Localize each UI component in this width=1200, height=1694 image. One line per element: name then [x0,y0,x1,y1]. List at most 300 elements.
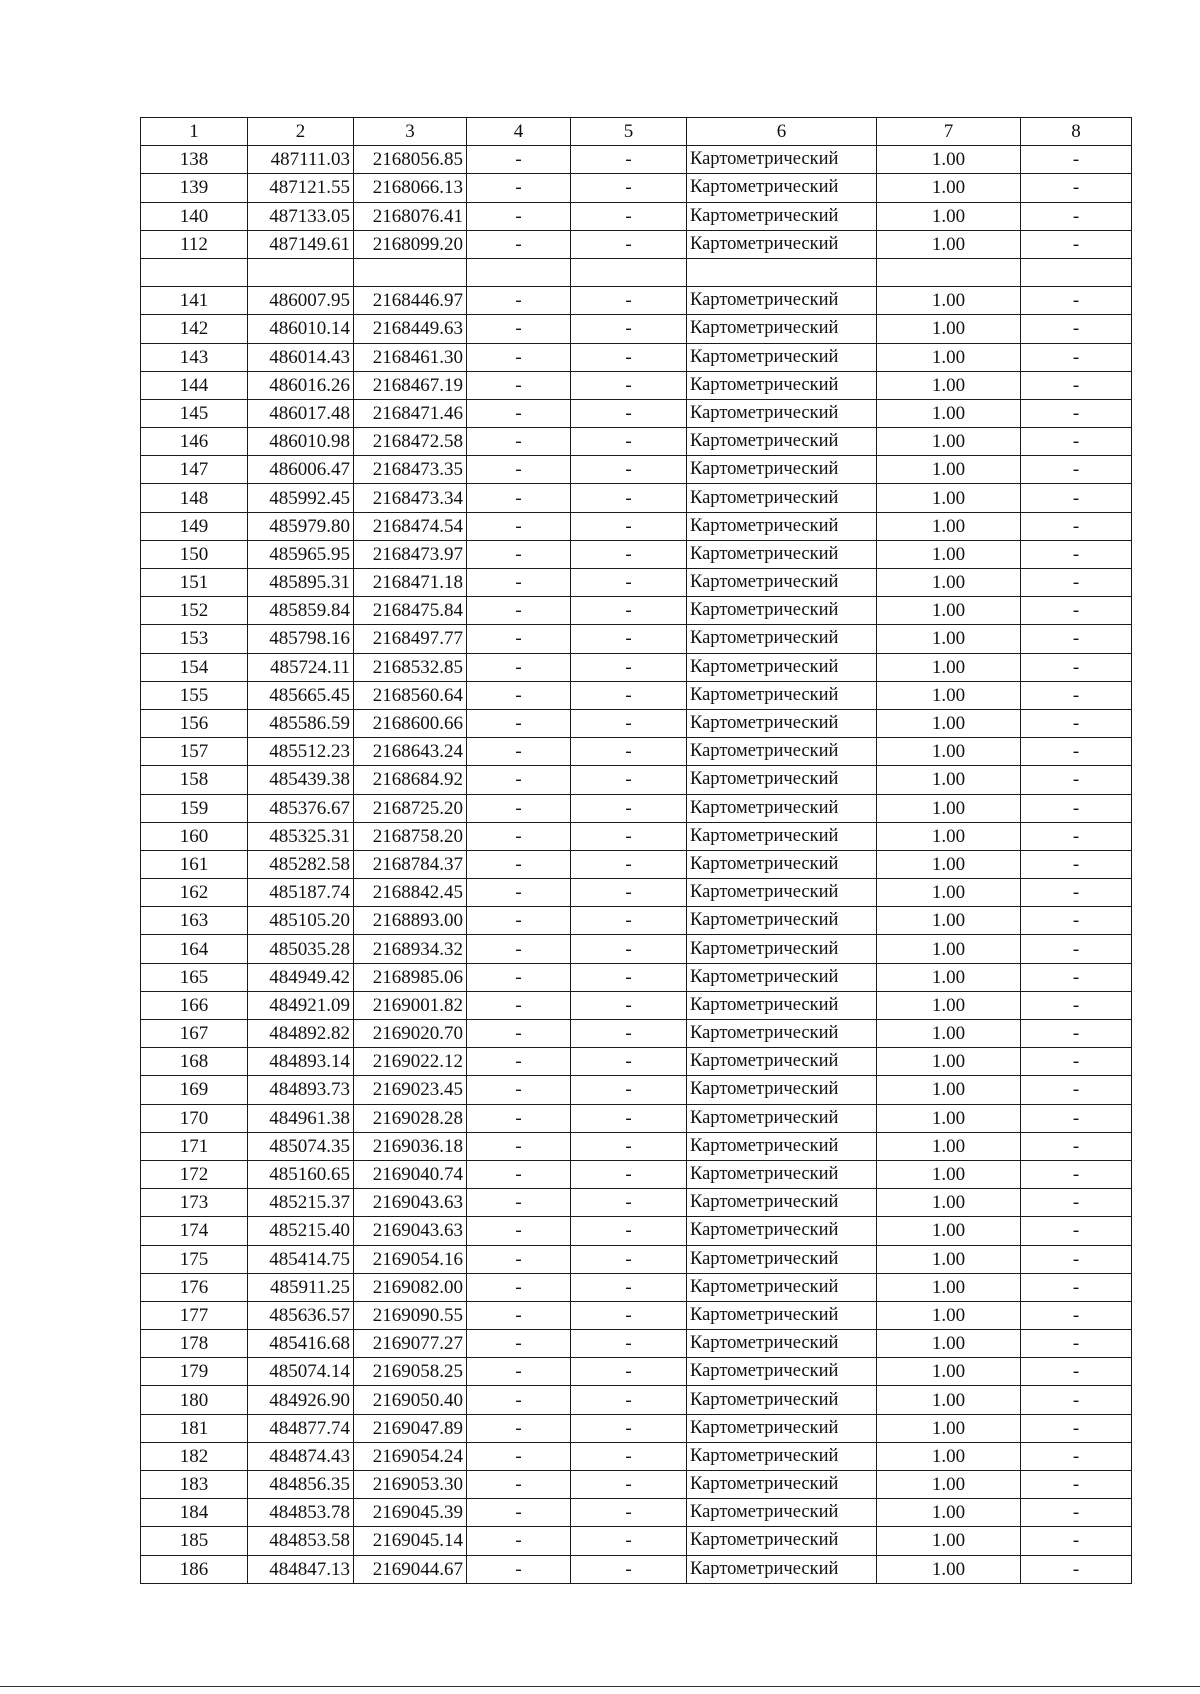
table-row [141,399,1132,427]
table-row [141,1358,1132,1386]
point-number-cell: 141 [141,287,248,315]
col4-cell: - [467,1527,571,1555]
method-cell: Картометрический [687,1160,877,1188]
table-row [141,230,1132,258]
method-cell: Картометрический [687,1499,877,1527]
accuracy-cell: 1.00 [877,1217,1021,1245]
col8-cell: - [1021,1160,1132,1188]
accuracy-cell: 1.00 [877,1132,1021,1160]
method-cell: Картометрический [687,1358,877,1386]
col4-cell: - [467,991,571,1019]
method-cell: Картометрический [687,1555,877,1583]
point-number-cell: 178 [141,1330,248,1358]
y-coordinate-cell: 2169090.55 [354,1301,467,1329]
point-number-cell: 164 [141,935,248,963]
col4-cell: - [467,1358,571,1386]
method-cell: Картометрический [687,1132,877,1160]
x-coordinate-cell: 487111.03 [248,146,354,174]
table-row [141,456,1132,484]
x-coordinate-cell: 484853.78 [248,1499,354,1527]
col8-cell: - [1021,879,1132,907]
point-number-cell: 166 [141,991,248,1019]
method-cell: Картометрический [687,540,877,568]
method-cell: Картометрический [687,1471,877,1499]
accuracy-cell: 1.00 [877,1414,1021,1442]
point-number-cell: 142 [141,315,248,343]
table-row [141,428,1132,456]
col5-cell: - [571,1048,687,1076]
col4-cell: - [467,202,571,230]
accuracy-cell: 1.00 [877,428,1021,456]
col5-cell: - [571,794,687,822]
method-cell: Картометрический [687,1189,877,1217]
accuracy-cell: 1.00 [877,907,1021,935]
point-number-cell: 139 [141,174,248,202]
x-coordinate-cell: 485325.31 [248,822,354,850]
y-coordinate-cell: 2168893.00 [354,907,467,935]
x-coordinate-cell: 485215.37 [248,1189,354,1217]
y-coordinate-cell: 2168472.58 [354,428,467,456]
col5-cell: - [571,653,687,681]
col5-cell: - [571,230,687,258]
y-coordinate-cell: 2168474.54 [354,512,467,540]
y-coordinate-cell: 2168076.41 [354,202,467,230]
col8-cell: - [1021,1076,1132,1104]
table-row [141,1301,1132,1329]
col5-cell: - [571,1414,687,1442]
table-row [141,1527,1132,1555]
accuracy-cell [877,258,1021,286]
column-header-1: 1 [141,118,248,146]
col8-cell: - [1021,315,1132,343]
y-coordinate-cell: 2169054.24 [354,1442,467,1470]
y-coordinate-cell: 2169045.14 [354,1527,467,1555]
col5-cell: - [571,540,687,568]
accuracy-cell: 1.00 [877,1499,1021,1527]
method-cell: Картометрический [687,287,877,315]
method-cell: Картометрический [687,1104,877,1132]
y-coordinate-cell: 2169043.63 [354,1217,467,1245]
y-coordinate-cell: 2169058.25 [354,1358,467,1386]
y-coordinate-cell: 2169054.16 [354,1245,467,1273]
x-coordinate-cell: 484853.58 [248,1527,354,1555]
accuracy-cell: 1.00 [877,512,1021,540]
col5-cell: - [571,1499,687,1527]
col5-cell: - [571,1330,687,1358]
accuracy-cell: 1.00 [877,1020,1021,1048]
table-row [141,794,1132,822]
column-header-5: 5 [571,118,687,146]
col4-cell: - [467,963,571,991]
accuracy-cell: 1.00 [877,1442,1021,1470]
point-number-cell: 173 [141,1189,248,1217]
col8-cell: - [1021,991,1132,1019]
table-row [141,766,1132,794]
col5-cell: - [571,343,687,371]
col8-cell: - [1021,1527,1132,1555]
x-coordinate-cell: 485512.23 [248,738,354,766]
table-row [141,202,1132,230]
method-cell: Картометрический [687,399,877,427]
point-number-cell: 154 [141,653,248,681]
y-coordinate-cell: 2168497.77 [354,625,467,653]
y-coordinate-cell: 2169020.70 [354,1020,467,1048]
x-coordinate-cell: 484874.43 [248,1442,354,1470]
col4-cell: - [467,1189,571,1217]
col8-cell: - [1021,371,1132,399]
col8-cell: - [1021,850,1132,878]
x-coordinate-cell: 485439.38 [248,766,354,794]
col5-cell: - [571,1189,687,1217]
y-coordinate-cell: 2168471.18 [354,569,467,597]
col5-cell: - [571,1020,687,1048]
point-number-cell: 152 [141,597,248,625]
column-header-4: 4 [467,118,571,146]
table-row [141,1555,1132,1583]
accuracy-cell: 1.00 [877,202,1021,230]
point-number-cell: 176 [141,1273,248,1301]
accuracy-cell: 1.00 [877,1471,1021,1499]
table-row [141,315,1132,343]
table-row [141,653,1132,681]
table-row [141,1020,1132,1048]
method-cell: Картометрический [687,1273,877,1301]
col4-cell: - [467,540,571,568]
table-row [141,569,1132,597]
accuracy-cell: 1.00 [877,850,1021,878]
col5-cell: - [571,1076,687,1104]
accuracy-cell: 1.00 [877,343,1021,371]
accuracy-cell: 1.00 [877,1273,1021,1301]
col5-cell: - [571,625,687,653]
col8-cell: - [1021,681,1132,709]
method-cell: Картометрический [687,174,877,202]
point-number-cell: 180 [141,1386,248,1414]
accuracy-cell: 1.00 [877,681,1021,709]
col8-cell: - [1021,174,1132,202]
col5-cell: - [571,1386,687,1414]
col8-cell: - [1021,1301,1132,1329]
y-coordinate-cell: 2168758.20 [354,822,467,850]
point-number-cell: 151 [141,569,248,597]
y-coordinate-cell: 2168934.32 [354,935,467,963]
col8-cell: - [1021,1386,1132,1414]
table-row [141,484,1132,512]
col4-cell: - [467,1386,571,1414]
x-coordinate-cell: 485187.74 [248,879,354,907]
x-coordinate-cell: 485798.16 [248,625,354,653]
table-row [141,1189,1132,1217]
method-cell: Картометрический [687,230,877,258]
x-coordinate-cell: 484847.13 [248,1555,354,1583]
y-coordinate-cell: 2168471.46 [354,399,467,427]
accuracy-cell: 1.00 [877,653,1021,681]
table-row [141,1104,1132,1132]
accuracy-cell: 1.00 [877,963,1021,991]
col8-cell: - [1021,484,1132,512]
method-cell: Картометрический [687,991,877,1019]
accuracy-cell: 1.00 [877,484,1021,512]
method-cell: Картометрический [687,512,877,540]
x-coordinate-cell: 484892.82 [248,1020,354,1048]
col5-cell: - [571,1104,687,1132]
method-cell: Картометрический [687,1245,877,1273]
method-cell: Картометрический [687,1330,877,1358]
point-number-cell: 157 [141,738,248,766]
accuracy-cell: 1.00 [877,146,1021,174]
col4-cell: - [467,625,571,653]
table-body [141,146,1132,1584]
table-row [141,597,1132,625]
y-coordinate-cell: 2169050.40 [354,1386,467,1414]
method-cell: Картометрический [687,1527,877,1555]
col5-cell: - [571,146,687,174]
col4-cell: - [467,287,571,315]
col5-cell: - [571,1301,687,1329]
point-number-cell: 112 [141,230,248,258]
x-coordinate-cell: 486010.98 [248,428,354,456]
y-coordinate-cell: 2168473.97 [354,540,467,568]
col4-cell: - [467,1132,571,1160]
table-row [141,1414,1132,1442]
method-cell: Картометрический [687,879,877,907]
col5-cell: - [571,569,687,597]
table-row [141,1048,1132,1076]
col4-cell: - [467,907,571,935]
col8-cell: - [1021,343,1132,371]
y-coordinate-cell: 2168066.13 [354,174,467,202]
y-coordinate-cell: 2168842.45 [354,879,467,907]
col8-cell: - [1021,1499,1132,1527]
y-coordinate-cell: 2168784.37 [354,850,467,878]
col8-cell: - [1021,230,1132,258]
col4-cell: - [467,174,571,202]
col4-cell: - [467,1048,571,1076]
col4-cell: - [467,343,571,371]
point-number-cell: 150 [141,540,248,568]
point-number-cell: 183 [141,1471,248,1499]
point-number-cell: 140 [141,202,248,230]
y-coordinate-cell: 2168467.19 [354,371,467,399]
accuracy-cell: 1.00 [877,315,1021,343]
col4-cell: - [467,315,571,343]
col4-cell: - [467,738,571,766]
y-coordinate-cell: 2168446.97 [354,287,467,315]
point-number-cell: 156 [141,709,248,737]
col4-cell: - [467,1442,571,1470]
y-coordinate-cell: 2168600.66 [354,709,467,737]
method-cell: Картометрический [687,766,877,794]
col8-cell: - [1021,822,1132,850]
method-cell: Картометрический [687,456,877,484]
col5-cell: - [571,399,687,427]
table-row [141,935,1132,963]
y-coordinate-cell: 2168099.20 [354,230,467,258]
x-coordinate-cell: 484921.09 [248,991,354,1019]
point-number-cell: 181 [141,1414,248,1442]
col4-cell: - [467,935,571,963]
col4-cell: - [467,1104,571,1132]
point-number-cell: 148 [141,484,248,512]
point-number-cell: 167 [141,1020,248,1048]
table-row [141,1217,1132,1245]
col5-cell: - [571,879,687,907]
point-number-cell: 160 [141,822,248,850]
col4-cell: - [467,653,571,681]
method-cell: Картометрический [687,1048,877,1076]
col8-cell: - [1021,935,1132,963]
x-coordinate-cell: 486007.95 [248,287,354,315]
table-row [141,146,1132,174]
accuracy-cell: 1.00 [877,822,1021,850]
method-cell: Картометрический [687,1301,877,1329]
point-number-cell: 171 [141,1132,248,1160]
point-number-cell: 174 [141,1217,248,1245]
col8-cell: - [1021,1189,1132,1217]
col5-cell: - [571,484,687,512]
x-coordinate-cell: 485859.84 [248,597,354,625]
table-row [141,1442,1132,1470]
col5-cell: - [571,1358,687,1386]
x-coordinate-cell: 484893.73 [248,1076,354,1104]
accuracy-cell: 1.00 [877,174,1021,202]
accuracy-cell: 1.00 [877,1386,1021,1414]
accuracy-cell: 1.00 [877,625,1021,653]
point-number-cell: 159 [141,794,248,822]
table-row [141,709,1132,737]
x-coordinate-cell: 485376.67 [248,794,354,822]
col8-cell: - [1021,1358,1132,1386]
accuracy-cell: 1.00 [877,1330,1021,1358]
y-coordinate-cell: 2169022.12 [354,1048,467,1076]
col5-cell: - [571,766,687,794]
point-number-cell: 155 [141,681,248,709]
method-cell: Картометрический [687,1076,877,1104]
method-cell: Картометрический [687,1020,877,1048]
col8-cell: - [1021,399,1132,427]
table-row [141,1076,1132,1104]
col4-cell: - [467,1499,571,1527]
accuracy-cell: 1.00 [877,287,1021,315]
y-coordinate-cell: 2169082.00 [354,1273,467,1301]
col4-cell: - [467,681,571,709]
accuracy-cell: 1.00 [877,597,1021,625]
table-row [141,1330,1132,1358]
table-row [141,850,1132,878]
accuracy-cell: 1.00 [877,738,1021,766]
y-coordinate-cell: 2168643.24 [354,738,467,766]
x-coordinate-cell: 487133.05 [248,202,354,230]
accuracy-cell: 1.00 [877,1245,1021,1273]
x-coordinate-cell: 485911.25 [248,1273,354,1301]
y-coordinate-cell: 2169044.67 [354,1555,467,1583]
method-cell: Картометрический [687,625,877,653]
y-coordinate-cell: 2168056.85 [354,146,467,174]
method-cell: Картометрический [687,794,877,822]
col5-cell: - [571,1527,687,1555]
col4-cell [467,258,571,286]
col4-cell: - [467,512,571,540]
x-coordinate-cell: 485074.35 [248,1132,354,1160]
y-coordinate-cell: 2169028.28 [354,1104,467,1132]
accuracy-cell: 1.00 [877,1301,1021,1329]
y-coordinate-cell: 2168473.34 [354,484,467,512]
accuracy-cell: 1.00 [877,1358,1021,1386]
y-coordinate-cell: 2169047.89 [354,1414,467,1442]
x-coordinate-cell: 487121.55 [248,174,354,202]
table-row [141,258,1132,286]
method-cell: Картометрический [687,681,877,709]
x-coordinate-cell: 486014.43 [248,343,354,371]
col4-cell: - [467,822,571,850]
x-coordinate-cell: 485035.28 [248,935,354,963]
col5-cell [571,258,687,286]
y-coordinate-cell: 2169036.18 [354,1132,467,1160]
col5-cell: - [571,1442,687,1470]
method-cell: Картометрический [687,907,877,935]
x-coordinate-cell: 485160.65 [248,1160,354,1188]
method-cell: Картометрический [687,822,877,850]
method-cell: Картометрический [687,963,877,991]
accuracy-cell: 1.00 [877,794,1021,822]
x-coordinate-cell: 484949.42 [248,963,354,991]
point-number-cell: 149 [141,512,248,540]
col8-cell: - [1021,963,1132,991]
x-coordinate-cell [248,258,354,286]
col8-cell: - [1021,1273,1132,1301]
col8-cell: - [1021,540,1132,568]
col5-cell: - [571,202,687,230]
method-cell: Картометрический [687,1442,877,1470]
point-number-cell: 153 [141,625,248,653]
y-coordinate-cell: 2168475.84 [354,597,467,625]
x-coordinate-cell: 484877.74 [248,1414,354,1442]
accuracy-cell: 1.00 [877,399,1021,427]
accuracy-cell: 1.00 [877,1048,1021,1076]
col5-cell: - [571,935,687,963]
accuracy-cell: 1.00 [877,879,1021,907]
accuracy-cell: 1.00 [877,1189,1021,1217]
table-row [141,343,1132,371]
y-coordinate-cell: 2169001.82 [354,991,467,1019]
point-number-cell: 182 [141,1442,248,1470]
x-coordinate-cell: 485979.80 [248,512,354,540]
accuracy-cell: 1.00 [877,371,1021,399]
col5-cell: - [571,1273,687,1301]
accuracy-cell: 1.00 [877,230,1021,258]
col5-cell: - [571,512,687,540]
point-number-cell: 145 [141,399,248,427]
col4-cell: - [467,794,571,822]
accuracy-cell: 1.00 [877,1527,1021,1555]
point-number-cell: 177 [141,1301,248,1329]
x-coordinate-cell: 484856.35 [248,1471,354,1499]
y-coordinate-cell: 2168560.64 [354,681,467,709]
col8-cell: - [1021,597,1132,625]
table-row [141,991,1132,1019]
col8-cell: - [1021,1442,1132,1470]
col4-cell: - [467,1273,571,1301]
x-coordinate-cell: 485074.14 [248,1358,354,1386]
y-coordinate-cell: 2169077.27 [354,1330,467,1358]
point-number-cell: 170 [141,1104,248,1132]
col5-cell: - [571,287,687,315]
table-row [141,287,1132,315]
col8-cell: - [1021,569,1132,597]
x-coordinate-cell: 485665.45 [248,681,354,709]
col4-cell: - [467,1076,571,1104]
y-coordinate-cell: 2169043.63 [354,1189,467,1217]
